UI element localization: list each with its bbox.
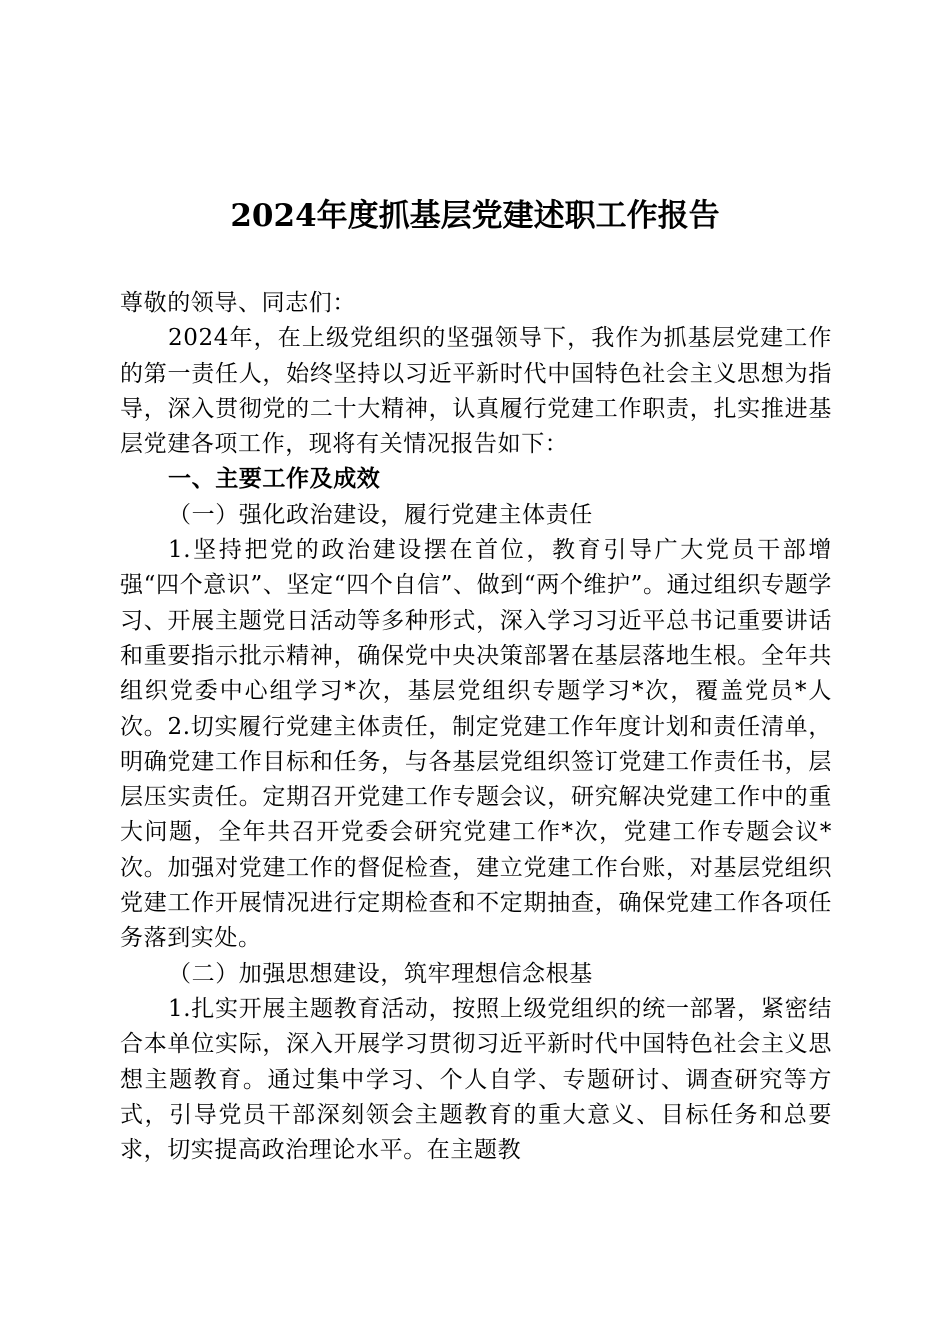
document-title: 2024年度抓基层党建述职工作报告 <box>230 198 720 234</box>
section-heading-main-work: 一、主要工作及成效 <box>168 466 381 493</box>
document-body <box>120 286 832 1168</box>
subsection-heading-ideological: （二）加强思想建设，筑牢理想信念根基 <box>168 960 593 987</box>
ideological-paragraph: 1.扎实开展主题教育活动，按照上级党组织的统一部署，紧密结合本单位实际，深入开展学习贯彻习近平新时代中国特色社会主义思想主题教育。通过集中学习、个人自学、专题研讨、调查研究等方式，引导党员干部深刻领会主题教育的重大意义、目标任务和总要求，切实提高政治理论水平。在主题教 <box>120 995 832 1164</box>
intro-paragraph: 2024年，在上级党组织的坚强领导下，我作为抓基层党建工作的第一责任人，始终坚持以习近平新时代中国特色社会主义思想为指导，深入贯彻党的二十大精神，认真履行党建工作职责，扎实推进基层党建各项工作，现将有关情况报告如下： <box>120 325 832 458</box>
salutation: 尊敬的领导、同志们： <box>120 290 356 316</box>
political-paragraph: 1.坚持把党的政治建设摆在首位，教育引导广大党员干部增强“四个意识”、坚定“四个自信”、做到“两个维护”。通过组织专题学习、开展主题党日活动等多种形式，深入学习习近平总书记重要讲话和重要指示批示精神，确保党中央决策部署在基层落地生根。全年共组织党委中心组学习*次，基层党组织专题学习*次，覆盖党员*人次。2.切实履行党建主体责任，制定党建工作年度计划和责任清单，明确党建工作目标和任务，与各基层党组织签订党建工作责任书，层层压实责任。定期召开党建工作专题会议，研究解决党建工作中的重大问题，全年共召开党委会研究党建工作*次，党建工作专题会议*次。加强对党建工作的督促检查，建立党建工作台账，对基层党组织党建工作开展情况进行定期检查和不定期抽查，确保党建工作各项任务落到实处。 <box>120 537 832 952</box>
subsection-heading-political: （一）强化政治建设，履行党建主体责任 <box>168 501 593 528</box>
